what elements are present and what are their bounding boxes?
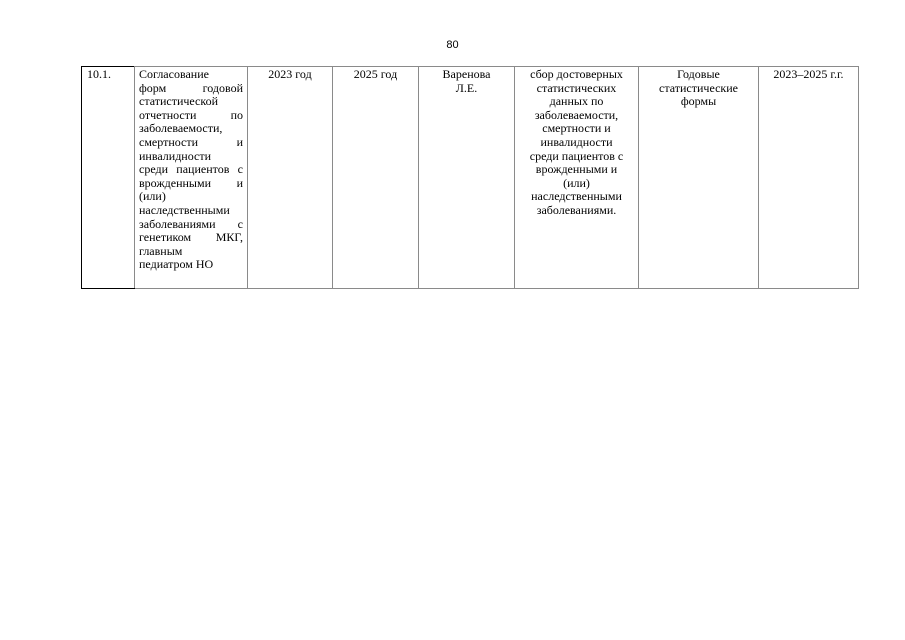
activity-title-line: среди пациентов с xyxy=(139,162,243,177)
activity-title-line: заболеваниями с xyxy=(139,216,243,231)
row-number-cell xyxy=(82,67,135,289)
expected-result-line: среди пациентов с xyxy=(529,148,624,163)
activity-title-line: педиатром НО xyxy=(139,257,214,272)
expected-result-line: заболеваниями. xyxy=(536,202,617,217)
report-form-cell xyxy=(639,67,759,289)
expected-result-cell xyxy=(515,67,639,289)
responsible-name-line: Л.Е. xyxy=(455,80,478,95)
activity-title-line: генетиком МКГ, xyxy=(139,230,243,245)
activity-title-line: Согласование xyxy=(139,67,209,81)
end-date-cell xyxy=(333,67,419,289)
activity-title-line: статистической xyxy=(139,94,219,109)
table-row xyxy=(82,67,859,289)
expected-result-line: инвалидности xyxy=(540,134,613,149)
page-number: 80 xyxy=(446,39,459,51)
expected-result-line: (или) xyxy=(563,175,590,190)
activity-title-line: (или) xyxy=(139,189,166,204)
expected-result-line: статистических xyxy=(536,80,617,95)
responsible-name-line: Варенова xyxy=(442,67,491,81)
plan-table xyxy=(81,66,859,289)
activity-title-line: форм годовой xyxy=(139,80,243,95)
expected-result-line: смертности и xyxy=(542,121,611,136)
report-form-line: формы xyxy=(680,94,717,109)
activity-title-line: заболеваемости, xyxy=(139,121,223,136)
activity-title-line: отчетности по xyxy=(139,107,243,122)
row-number: 10.1. xyxy=(87,67,111,81)
expected-result-line: данных по xyxy=(549,94,604,109)
expected-result-line: сбор достоверных xyxy=(530,67,623,81)
period-cell xyxy=(759,67,859,289)
start-date-cell xyxy=(248,67,333,289)
activity-title-line: врожденными и xyxy=(139,175,243,190)
report-form-line: Годовые xyxy=(677,67,720,81)
expected-result-line: заболеваемости, xyxy=(534,107,619,122)
activity-title-line: смертности и xyxy=(139,134,243,149)
activity-title-line: инвалидности xyxy=(139,148,212,163)
responsible-cell xyxy=(419,67,515,289)
expected-result-line: наследственными xyxy=(531,189,622,204)
start-date: 2023 год xyxy=(268,67,312,81)
period: 2023–2025 г.г. xyxy=(773,67,844,81)
expected-result-line: врожденными и xyxy=(535,162,618,177)
activity-title-cell xyxy=(135,67,248,289)
activity-title-line: наследственными xyxy=(139,202,230,217)
end-date: 2025 год xyxy=(353,67,398,81)
activity-title-line: главным xyxy=(139,243,183,258)
report-form-line: статистические xyxy=(659,80,738,95)
